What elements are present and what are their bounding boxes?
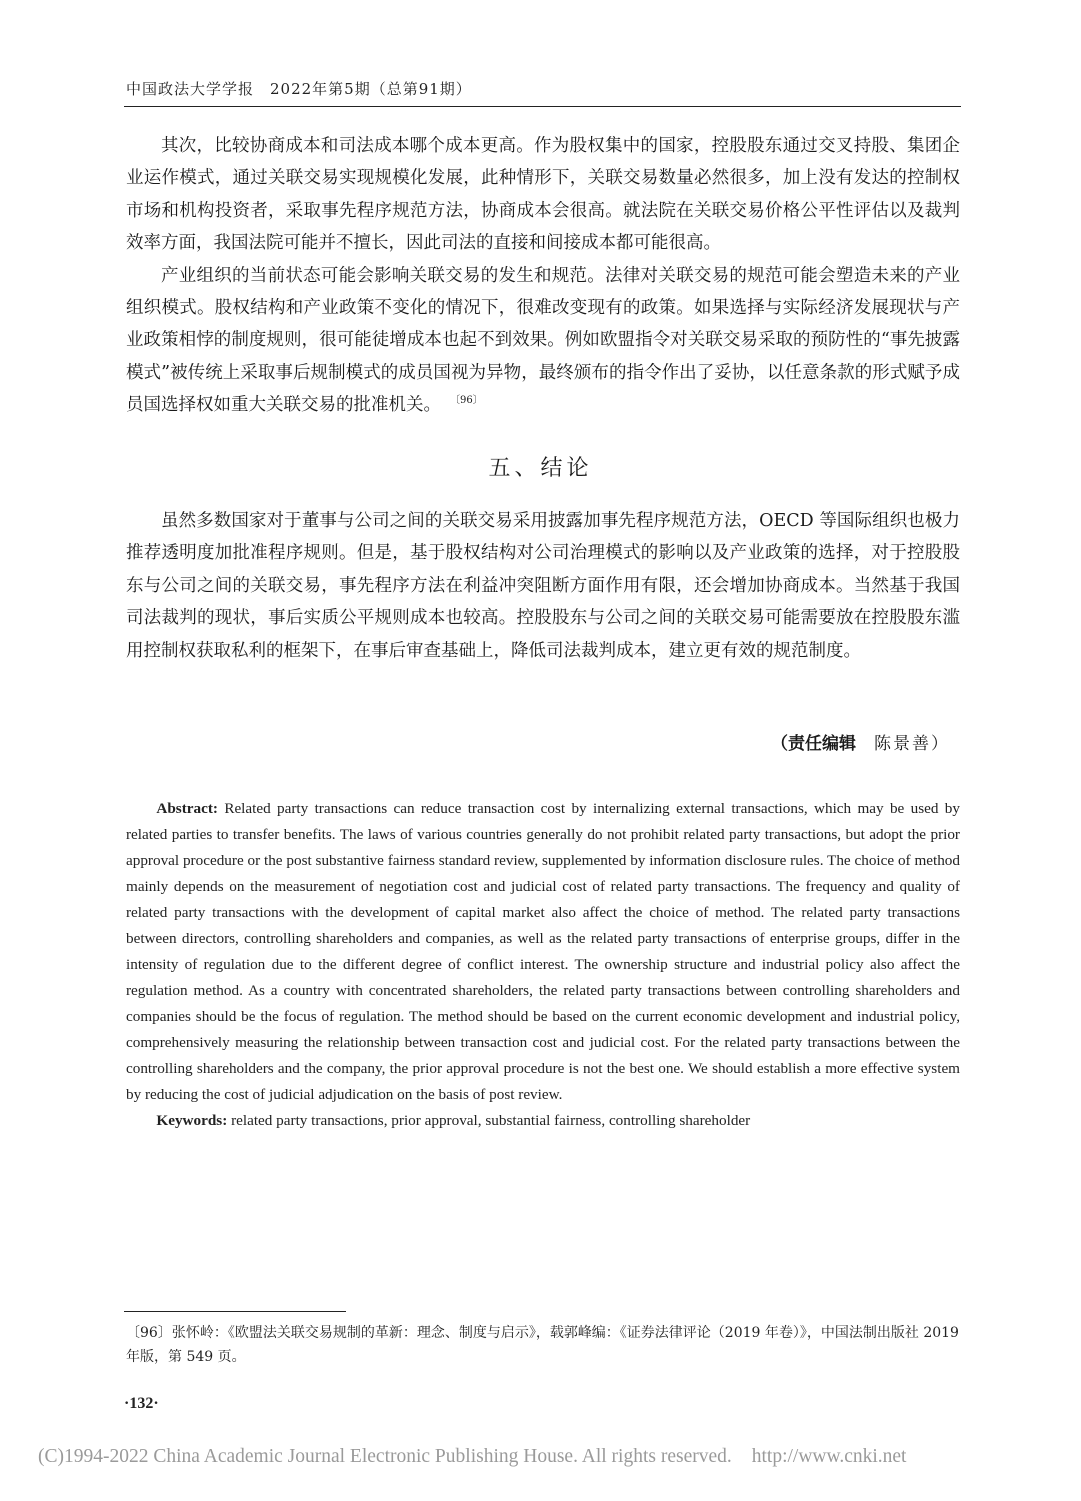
paragraph-industrial-organization xyxy=(126,260,960,422)
abstract-paragraph xyxy=(126,796,960,1108)
paragraph-cost-comparison: 其次，比较协商成本和司法成本哪个成本更高。作为股权集中的国家，控股股东通过交叉持股、集团企业运作模式，通过关联交易实现规模化发展，此种情形下，关联交易数量必然很多，加上没有发达的控制权市场和机构投资者，采取事先程序规范方法，协商成本会很高。就法院在关联交易价格公平性评估以及裁判效率方面，我国法院可能并不擅长，因此司法的直接和间接成本都可能很高。 xyxy=(126,136,960,254)
body-text-upper xyxy=(126,130,960,422)
keywords-text: related party transactions, prior approval, substantial fairness, controlling shareholder xyxy=(231,1112,751,1129)
copyright-text: (C)1994-2022 China Academic Journal Electronic Publishing House. All rights reserved. xyxy=(38,1446,732,1467)
footnote-rule xyxy=(124,1311,346,1312)
paragraph-conclusion: 虽然多数国家对于董事与公司之间的关联交易采用披露加事先程序规范方法，OECD 等国际组织也极力推荐透明度加批准程序规则。但是，基于股权结构对公司治理模式的影响以及产业政策的选择，对于控股股东与公司之间的关联交易，事先程序方法在利益冲突阻断方面作用有限，还会增加协商成本。当然基于我国司法裁判的现状，事后实质公平规则成本也较高。控股股东与公司之间的关联交易可能需要放在控股股东滥用控制权获取私利的框架下，在事后审查基础上，降低司法裁判成本，建立更有效的规范制度。 xyxy=(126,511,960,661)
running-head: 中国政法大学学报 2022年第5期（总第91期） xyxy=(126,80,472,98)
abstract-label: Abstract: xyxy=(156,800,218,817)
body-text-conclusion xyxy=(126,505,960,667)
abstract-text: Related party transactions can reduce transaction cost by internalizing external transactions, which may be used by related parties to transfer benefits. The laws of various countries generally do not prohibit related party transactions, but adopt the prior approval procedure or the post substantive fairness standard review, supplemented by information disclosure rules. The choice of method mainly depends on the measurement of negotiation cost and judicial cost of related party transactions. The frequency and quality of related party transactions with the development of capital market also affect the choice of method. The related party transactions between directors, controlling shareholders and companies, as well as the related party transactions of enterprise groups, differ in the intensity of regulation due to the different degree of conflict interest. The ownership structure and industrial policy also affect the regulation method. As a country with concentrated shareholders, the related party transactions between controlling shareholders and companies should be the focus of regulation. The method should be based on the current economic development and industrial policy, comprehensively measuring the relationship between transaction cost and judicial cost. For the related party transactions between the controlling shareholders and the company, the prior approval procedure is not the best one. We should establish a more effective system by reducing the cost of judicial adjudication on the basis of post review. xyxy=(126,800,960,1103)
abstract-block xyxy=(126,796,960,1134)
keywords-paragraph xyxy=(126,1108,960,1134)
page-number: ·132· xyxy=(124,1395,159,1412)
keywords-label: Keywords: xyxy=(156,1112,228,1129)
copyright-notice xyxy=(38,1446,906,1468)
footnote-reference[interactable]: 〔96〕 xyxy=(455,395,483,407)
editor-name: 陈景善） xyxy=(874,734,950,754)
cnki-link[interactable]: http://www.cnki.net xyxy=(751,1446,907,1467)
section-heading: 五、结论 xyxy=(488,456,593,481)
header-rule xyxy=(124,106,961,107)
footnote-96: 〔96〕张怀岭：《欧盟法关联交易规制的革新：理念、制度与启示》，载郭峰编：《证券法律评论（2019 年卷）》，中国法制出版社 2019 年版，第 549 页。 xyxy=(126,1325,959,1365)
responsible-editor xyxy=(771,729,950,754)
paragraph-industrial-organization-text: 产业组织的当前状态可能会影响关联交易的发生和规范。法律对关联交易的规范可能会塑造未来的产业组织模式。股权结构和产业政策不变化的情况下，很难改变现有的政策。如果选择与实际经济发展现状与产业政策相悖的制度规则，很可能徒增成本也起不到效果。例如欧盟指令对关联交易采取的预防性的“事先披露模式”被传统上采取事后规制模式的成员国视为异物，最终颁布的指令作出了妥协，以任意条款的形式赋予成员国选择权如重大关联交易的批准机关。 xyxy=(126,265,960,416)
editor-label: （责任编辑 xyxy=(771,734,856,754)
